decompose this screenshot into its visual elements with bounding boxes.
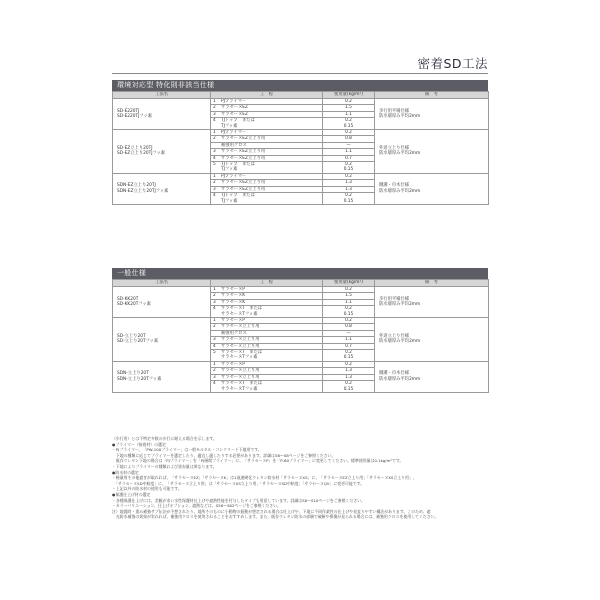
process-name: PJプライマー xyxy=(221,130,247,136)
process-name: サラセーヌ立上り用 xyxy=(221,368,260,374)
process-name: サラセーヌTフッ素 xyxy=(221,355,258,361)
process-cell xyxy=(211,350,323,362)
amount-cell xyxy=(323,193,375,205)
amount-value: 0.15 xyxy=(343,311,354,317)
amount-value: 1.5 xyxy=(345,105,352,111)
process-name: サラセーヌT または xyxy=(221,350,263,356)
method-name-cell xyxy=(113,173,211,204)
process-number: 1 xyxy=(213,287,216,292)
footnote-line: 「サラセーヌSD中粘度」に、「サラセーヌ立上り用」は「サラセーヌXS立上り用」「サラセーヌSD中粘度」「サラセーヌQV」に変更可能です。 xyxy=(112,480,365,486)
process-name: サラセーヌT または xyxy=(221,306,263,312)
process-number: 5 xyxy=(213,350,216,356)
process-line xyxy=(213,331,320,336)
amount-value: 1.1 xyxy=(345,337,352,343)
remark-line: 歩行用平場仕様 xyxy=(379,108,410,114)
process-line xyxy=(213,130,320,135)
amount-value: 0.2 xyxy=(345,173,352,179)
amount-value: 0.7 xyxy=(345,343,352,349)
process-name: TJトップ または xyxy=(221,193,255,199)
column-header: 工法名 xyxy=(113,92,211,99)
process-line xyxy=(213,318,320,323)
process-name: 補強用クロス xyxy=(221,330,247,336)
process-name: PJプライマー xyxy=(221,99,247,104)
method-name-cell xyxy=(113,130,211,174)
method-name: SD-E220TJ xyxy=(117,108,140,114)
process-cell xyxy=(211,306,323,318)
remark-line: 防水層厚み平均2mm xyxy=(379,302,421,308)
method-name-cell xyxy=(113,287,211,318)
method-name: SD-立上り20T xyxy=(117,334,146,340)
amount-value: 0.2 xyxy=(345,306,352,312)
title-divider xyxy=(112,73,488,74)
process-name: サラセーヌEZ立上り用 xyxy=(221,180,266,186)
process-line xyxy=(213,287,320,292)
remarks-cell xyxy=(375,318,489,362)
amount-value: 0.2 xyxy=(345,318,352,324)
amount-value: 0.2 xyxy=(345,381,352,387)
remark-line: 外返立上り仕様 xyxy=(379,146,410,152)
process-number: 4 xyxy=(213,381,216,387)
footnote-line: ・下地によりプライマーの種類および塗布量は異なります。 xyxy=(112,463,217,469)
process-name: TJフッ素 xyxy=(221,167,238,173)
process-line xyxy=(213,300,320,305)
process-line xyxy=(213,180,320,185)
process-line xyxy=(213,143,320,148)
remark-line: 防水層厚み平均2mm xyxy=(379,151,421,157)
amount-value: 1.3 xyxy=(345,180,352,186)
process-name: サラセーヌ立上り用 xyxy=(221,343,260,349)
general-spec-table xyxy=(112,279,489,393)
section-general-spec xyxy=(112,268,488,393)
process-name: 補強用クロス xyxy=(221,142,247,148)
process-line xyxy=(213,149,320,154)
amount-value: 1.5 xyxy=(345,293,352,299)
process-number: 2 xyxy=(213,136,216,142)
process-line xyxy=(213,362,320,367)
process-line xyxy=(213,136,320,141)
process-name: サラセーヌEZ xyxy=(221,111,248,117)
process-cell xyxy=(211,193,323,205)
footnote-line: 注）地震時・重み補強サブ伝法が予想されたり、地所そのものに小動物の振動が想定される場合は仕上げや、下地に不同作業性の仕上げや見直りやすい構法があります。このため、遮 xyxy=(112,508,431,514)
amount-value: 0.2 xyxy=(345,287,352,292)
process-name: サラセーヌEZ xyxy=(221,105,248,111)
footnote-line: 下地の種類に応じてプライマーを選定したり、適宜し適したりする必要があります。詳細はS6～S8ページをご参照ください。 xyxy=(112,452,336,458)
method-name: SD-E220TJフッ素 xyxy=(117,114,152,120)
footnote-line: ・PJプライマー、「PW-100プライマー」は一般モルタル・コンクリート下地用です。 xyxy=(112,447,262,453)
process-line xyxy=(213,105,320,110)
process-name: サラセーヌEZ立上り用 xyxy=(221,186,266,192)
process-line xyxy=(213,99,320,104)
method-name: SD-KK20Tフッ素 xyxy=(117,302,151,308)
method-name: SDN-EZ立上り20TJ xyxy=(117,183,156,189)
process-name: サラセーヌ立上り用 xyxy=(221,337,260,343)
process-name: サラセーヌP xyxy=(221,287,245,292)
footnote-line: ●プライマー（接着材）の選定 xyxy=(112,441,166,447)
footnote-line: （歩行用）とは不特定多数の歩行に耐える場合を示します。 xyxy=(112,436,217,441)
process-line xyxy=(213,355,320,360)
amount-value: 0.2 xyxy=(345,162,352,168)
method-name-cell xyxy=(113,318,211,362)
process-name: サラセーヌP xyxy=(221,361,245,367)
remark-line: 側溝・巾木仕様 xyxy=(379,371,410,377)
column-header: 使用量(kg/m²) xyxy=(323,92,375,99)
method-name-cell xyxy=(113,361,211,392)
amount-value: 1.3 xyxy=(345,186,352,192)
process-name: サラセーヌ立上り用 xyxy=(221,374,260,380)
process-number: 1 xyxy=(213,361,216,367)
process-name: PJプライマー xyxy=(221,173,247,179)
process-line xyxy=(213,337,320,342)
process-line xyxy=(213,167,320,172)
footnotes xyxy=(112,436,502,520)
method-name-cell xyxy=(113,99,211,130)
process-cell xyxy=(211,381,323,393)
process-line xyxy=(213,387,320,392)
footnote-line: 既存ウレタン下地の場合は「PJプライマー」を「PJ層間プライマー」に、「サラセーヌP」を「P-60プライマー」に変更してください。標準使用量は0.1kg/m²です。 xyxy=(112,458,404,464)
amount-value: 0.2 xyxy=(345,99,352,104)
process-line xyxy=(213,174,320,179)
remark-line: 外返立上り仕様 xyxy=(379,334,410,340)
process-number: 3 xyxy=(213,186,216,192)
process-number: 1 xyxy=(213,99,216,104)
process-name: サラセーヌEZ立上り用 xyxy=(221,136,266,142)
process-number: 3 xyxy=(213,337,216,343)
method-name: SDN-立上り20Tフッ素 xyxy=(117,376,162,382)
process-number: 4 xyxy=(213,155,216,161)
footnote-line: ●防水材の選定 xyxy=(112,469,139,475)
section-eco-spec-title: 環境対応型 特化則非該当仕様 xyxy=(112,80,488,91)
process-name: サラセーヌEZ立上り用 xyxy=(221,155,266,161)
remarks-cell xyxy=(375,130,489,174)
amount-cell xyxy=(323,381,375,393)
method-name: SDN-EZ立上り20TJフッ素 xyxy=(117,188,169,194)
process-number: 3 xyxy=(213,111,216,117)
column-header: 工 程 xyxy=(211,280,323,287)
amount-value: 1.3 xyxy=(345,368,352,374)
process-name: サラセーヌTフッ素 xyxy=(221,386,258,392)
section-general-spec-title: 一般仕様 xyxy=(112,268,488,279)
amount-value: 0.2 xyxy=(345,118,352,124)
process-line xyxy=(213,187,320,192)
amount-value: — xyxy=(346,330,351,336)
amount-value: 0.15 xyxy=(343,386,354,392)
remark-line: 防水層厚み平均2mm xyxy=(379,188,421,194)
process-number: 4 xyxy=(213,118,216,124)
method-name: SD-EZ立上り20TJ xyxy=(117,146,153,152)
method-name: SD-KK20T xyxy=(117,296,139,302)
process-name: TJフッ素 xyxy=(221,123,238,129)
process-number: 5 xyxy=(213,162,216,168)
column-header: 備 考 xyxy=(375,92,489,99)
process-line xyxy=(213,375,320,380)
method-name: SD-立上り20Tフッ素 xyxy=(117,339,159,345)
amount-value: 0.2 xyxy=(345,361,352,367)
process-number: 2 xyxy=(213,180,216,186)
remark-line: 側溝・巾木仕様 xyxy=(379,183,410,189)
amount-value: 0.8 xyxy=(345,136,352,142)
process-number: 2 xyxy=(213,368,216,374)
amount-value: 0.2 xyxy=(345,193,352,199)
process-cell xyxy=(211,118,323,130)
process-name: サラセーヌP xyxy=(221,318,245,324)
remark-line: 歩行用平場仕様 xyxy=(379,296,410,302)
amount-value: 0.15 xyxy=(343,167,354,173)
process-number: 4 xyxy=(213,193,216,199)
process-number: 1 xyxy=(213,318,216,324)
amount-value: 1.1 xyxy=(345,149,352,155)
table-header-row xyxy=(113,280,489,287)
footnote-line: 光防水補強の効果が実れれば、補強用クロスを使用されることをおすすめします。また、既存ウレタン防水の部層で破断や損傷が見られる場合には、補強用クロスを使用してください。 xyxy=(112,514,439,520)
column-header: 工 程 xyxy=(211,92,323,99)
process-number: 2 xyxy=(213,105,216,111)
process-number: 3 xyxy=(213,149,216,155)
process-number: 4 xyxy=(213,306,216,312)
remarks-cell xyxy=(375,361,489,392)
process-name: TJフッ素 xyxy=(221,198,238,204)
page-title: 密着SD工法 xyxy=(417,56,488,71)
column-header: 工法名 xyxy=(113,280,211,287)
amount-value: 0.15 xyxy=(343,123,354,129)
remark-line: 防水層厚み平均2mm xyxy=(379,114,421,120)
footnote-line: ・カラーバリエーション、仕上げオプション、遮熱などは、S58～S62ページをご参照ください。 xyxy=(112,503,281,509)
process-name: サラセーヌT または xyxy=(221,381,263,387)
footnote-line: ・上記以外の防水材の使用も可能です。 xyxy=(112,486,182,492)
method-name: SD-EZ立上り20TJフッ素 xyxy=(117,151,166,157)
process-number: 2 xyxy=(213,293,216,299)
footnote-line: ●保護仕上げ材の選定 xyxy=(112,491,151,497)
process-name: TJトップ または xyxy=(221,162,255,168)
process-name: サラセーヌEZ立上り用 xyxy=(221,149,266,155)
process-line xyxy=(213,344,320,349)
method-name: SDN-立上り20T xyxy=(117,371,149,377)
process-number: 3 xyxy=(213,374,216,380)
amount-value: 0.2 xyxy=(345,350,352,356)
amount-value: — xyxy=(346,142,351,148)
process-line xyxy=(213,312,320,317)
process-number: 3 xyxy=(213,299,216,305)
process-number: 1 xyxy=(213,130,216,136)
process-number: 2 xyxy=(213,324,216,330)
process-line xyxy=(213,324,320,329)
process-name: サラセーヌTフッ素 xyxy=(221,311,258,317)
process-number: 4 xyxy=(213,343,216,349)
eco-spec-table xyxy=(112,91,489,205)
process-name: サラセーヌK xyxy=(221,293,246,299)
process-line xyxy=(213,156,320,161)
amount-cell xyxy=(323,162,375,174)
process-line xyxy=(213,293,320,298)
process-line xyxy=(213,368,320,373)
column-header: 使用量(kg/m²) xyxy=(323,280,375,287)
column-header: 備 考 xyxy=(375,280,489,287)
process-line xyxy=(213,199,320,204)
amount-cell xyxy=(323,118,375,130)
amount-value: 0.15 xyxy=(343,355,354,361)
process-name: TJトップ または xyxy=(221,118,255,124)
amount-value: 1.1 xyxy=(345,111,352,117)
amount-value: 0.8 xyxy=(345,324,352,330)
amount-value: 1.1 xyxy=(345,299,352,305)
amount-value: 0.7 xyxy=(345,155,352,161)
process-name: サラセーヌ立上り用 xyxy=(221,324,260,330)
process-line xyxy=(213,112,320,117)
remarks-cell xyxy=(375,99,489,130)
process-number: 1 xyxy=(213,173,216,179)
table-header-row xyxy=(113,92,489,99)
remarks-cell xyxy=(375,173,489,204)
process-name: サラセーヌK xyxy=(221,299,246,305)
amount-cell xyxy=(323,350,375,362)
remark-line: 防水層厚み平均2mm xyxy=(379,339,421,345)
amount-cell xyxy=(323,306,375,318)
footnote-line: ・軽量用その他遮ぎが取れれば、「サラセーヌEZ」「サラセーヌK」は1液速硬化ウレタン防水材「サラセーヌXS」に、「サラセーヌEZ立上り用」「サラセーヌXS立上り用」、 xyxy=(112,475,417,481)
amount-value: 1.3 xyxy=(345,374,352,380)
process-line xyxy=(213,124,320,129)
section-eco-spec xyxy=(112,80,488,205)
amount-value: 0.15 xyxy=(343,198,354,204)
footnote-line: ・各種保護仕上げには、美観が求い水性保護材仕上げや遮熱性能を付与したタイプも用意しています。詳細はS8～S10ページをご参照ください。 xyxy=(112,497,365,503)
remark-line: 防水層厚み平均2mm xyxy=(379,376,421,382)
amount-value: 0.2 xyxy=(345,130,352,136)
remarks-cell xyxy=(375,287,489,318)
process-cell xyxy=(211,162,323,174)
